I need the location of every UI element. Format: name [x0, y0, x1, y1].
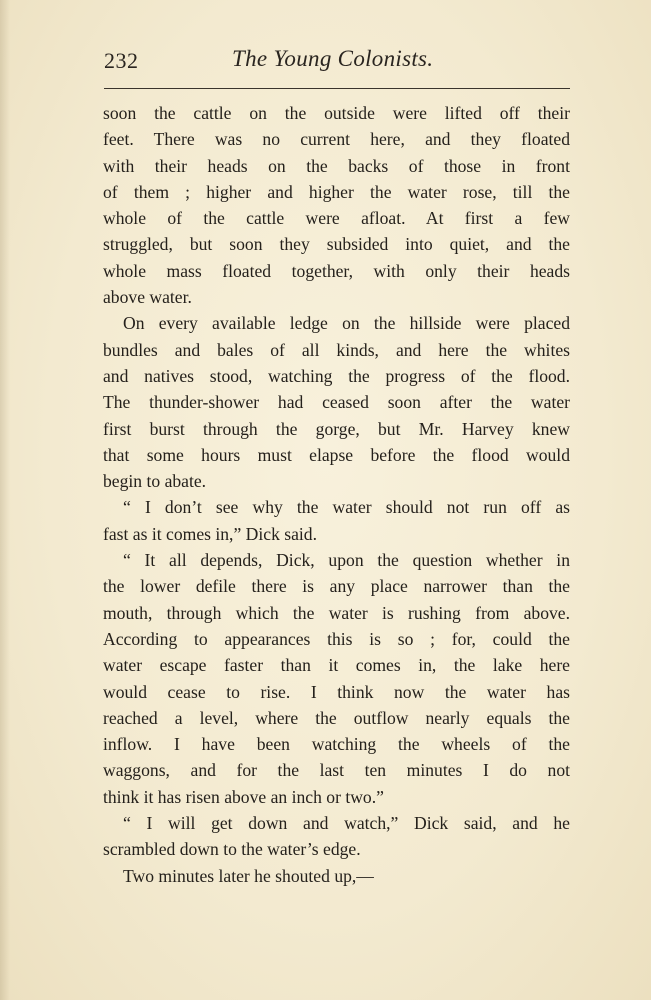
text-line: think it has risen above an inch or two.”	[103, 786, 384, 807]
text-line: reached a level, where the outflow nearly equals the	[103, 707, 570, 728]
text-line: begin to abate.	[103, 471, 207, 492]
running-title: The Young Colonists.	[232, 46, 434, 71]
spine-shadow	[0, 0, 10, 1000]
text-line: “ It all depends, Dick, upon the question whether in	[123, 550, 570, 571]
text-line: Two minutes later he shouted up,—	[123, 865, 374, 886]
text-line: whole of the cattle were afloat. At first a few	[103, 208, 570, 229]
text-line: “ I will get down and watch,” Dick said, and he	[123, 813, 570, 834]
text-line: inflow. I have been watching the wheels of the	[103, 734, 570, 755]
text-line: struggled, but soon they subsided into quiet, and the	[103, 234, 570, 255]
text-line: fast as it comes in,” Dick said.	[103, 523, 318, 544]
text-line: bundles and bales of all kinds, and here the whites	[103, 339, 570, 360]
text-line: and natives stood, watching the progress of the flood.	[103, 365, 570, 386]
text-line: feet. There was no current here, and they floated	[103, 129, 570, 150]
text-line: “ I don’t see why the water should not run off as	[123, 497, 570, 518]
text-line: According to appearances this is so ; for, could the	[103, 628, 570, 649]
text-line: The thunder-shower had ceased soon after the water	[103, 392, 570, 413]
text-line: water escape faster than it comes in, the lake here	[103, 655, 570, 676]
text-line: would cease to rise. I think now the water has	[103, 681, 570, 702]
body-text	[103, 100, 570, 889]
text-line: of them ; higher and higher the water rose, till the	[103, 181, 570, 202]
page-number: 232	[104, 48, 139, 73]
text-line: above water.	[103, 287, 192, 308]
text-line: first burst through the gorge, but Mr. Harvey knew	[103, 418, 570, 439]
text-line: that some hours must elapse before the flood would	[103, 444, 570, 465]
text-line: scrambled down to the water’s edge.	[103, 839, 361, 860]
text-line: mouth, through which the water is rushing from above.	[103, 602, 570, 623]
text-line: the lower defile there is any place narrower than the	[103, 576, 570, 597]
text-line: waggons, and for the last ten minutes I do not	[103, 760, 570, 781]
text-line: whole mass floated together, with only their heads	[103, 260, 570, 281]
text-line: with their heads on the backs of those in front	[103, 155, 570, 176]
text-line: soon the cattle on the outside were lifted off their	[103, 103, 570, 123]
page-header	[104, 44, 570, 80]
header-rule	[104, 88, 570, 89]
text-line: On every available ledge on the hillside were placed	[123, 313, 570, 334]
